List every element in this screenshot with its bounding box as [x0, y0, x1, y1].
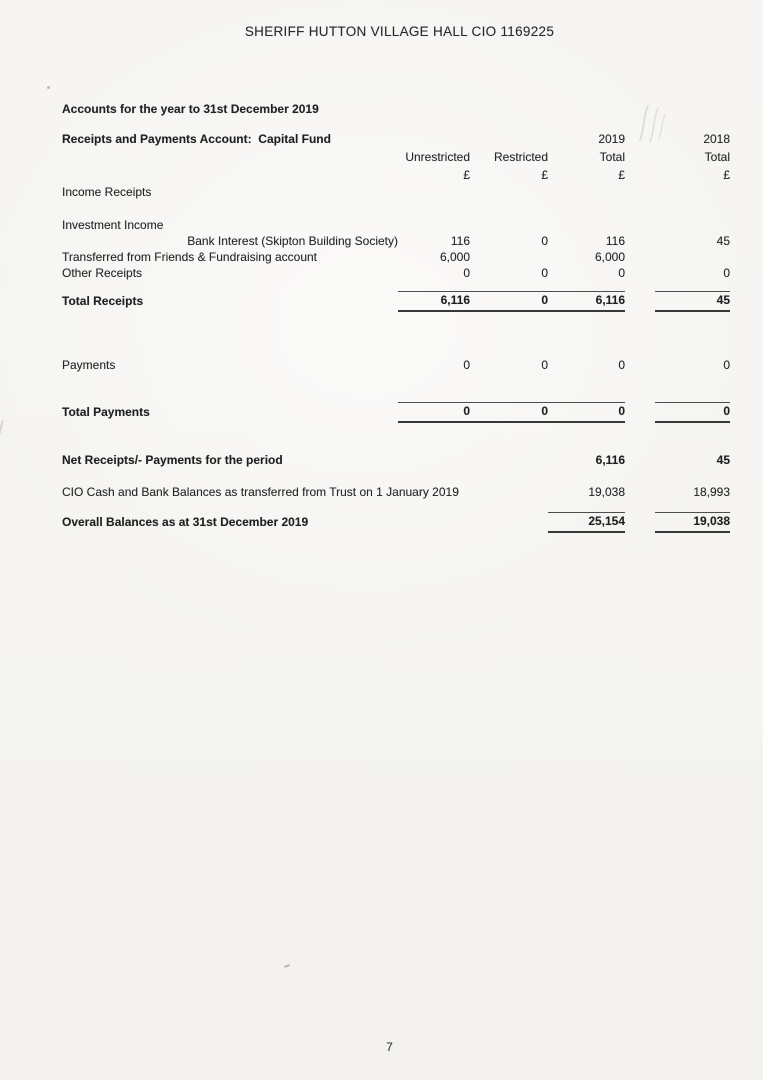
page-number: 7: [386, 1040, 393, 1054]
receipts-payments-table: [62, 130, 730, 533]
cio-cash-row: [62, 484, 730, 501]
income-receipts-heading: Income Receipts: [62, 185, 152, 199]
total-payments-total-2018: 0: [655, 402, 730, 422]
spacer-row: [62, 469, 730, 484]
other-receipts-row: [62, 265, 730, 281]
overall-balances-label: Overall Balances as at 31st December 2019: [62, 514, 309, 529]
restricted-column-header: Restricted: [493, 149, 549, 164]
currency-symbol: £: [618, 167, 626, 182]
currency-row: [62, 166, 730, 184]
transferred-restricted: [470, 249, 548, 265]
document-title: SHERIFF HUTTON VILLAGE HALL CIO 1169225: [244, 24, 555, 39]
net-receipts-total-2019: 6,116: [595, 453, 626, 467]
cio-cash-total-2019: 19,038: [588, 485, 626, 499]
gap-cell: [625, 291, 655, 311]
total-payments-label: Total Payments: [62, 404, 150, 419]
bank-interest-total-2019: 116: [605, 233, 626, 248]
gap-cell: [625, 484, 655, 501]
spacer-row: [62, 501, 730, 512]
investment-income-row: [62, 217, 730, 233]
gap-cell: [625, 249, 655, 265]
bank-interest-unrestricted: 116: [450, 233, 470, 248]
net-receipts-row: [62, 452, 730, 469]
cio-cash-total-2018: 18,993: [693, 485, 731, 499]
payments-label: Payments: [62, 357, 116, 372]
unrestricted-column-header: Unrestricted: [405, 149, 470, 164]
net-receipts-total-2018: 45: [716, 453, 731, 467]
other-receipts-total-2019: 0: [618, 265, 626, 280]
gap-cell: [625, 233, 655, 249]
total-receipts-total-2019: 6,116: [548, 291, 625, 311]
overall-balances-row: [62, 512, 730, 532]
transferred-label: Transferred from Friends & Fundraising account: [62, 249, 317, 264]
empty-cell: [62, 148, 398, 166]
gap-cell: [625, 452, 655, 469]
gap-cell: [625, 166, 655, 184]
total-receipts-restricted: 0: [470, 291, 548, 311]
currency-symbol: £: [723, 167, 731, 182]
total-payments-unrestricted: 0: [398, 402, 470, 422]
currency-symbol: £: [541, 167, 549, 182]
gap-cell: [625, 512, 655, 532]
payments-row: [62, 357, 730, 373]
other-receipts-unrestricted: 0: [463, 265, 470, 280]
bank-interest-restricted: 0: [541, 233, 549, 248]
scan-speck: [284, 964, 290, 968]
currency-symbol: £: [463, 167, 470, 182]
gap-cell: [625, 148, 655, 166]
total-receipts-label: Total Receipts: [62, 293, 144, 308]
total-receipts-unrestricted: 6,116: [398, 291, 470, 311]
investment-income-heading: Investment Income: [62, 217, 164, 232]
payments-restricted: 0: [541, 357, 549, 372]
total-2019-column-header: Total: [599, 149, 626, 164]
spacer-row: [62, 373, 730, 402]
transferred-row: [62, 249, 730, 265]
total-receipts-total-2018: 45: [655, 291, 730, 311]
statement-header-row: [62, 130, 730, 148]
overall-balances-total-2018: 19,038: [655, 512, 730, 532]
payments-unrestricted: 0: [463, 357, 470, 372]
overall-balances-total-2019: 25,154: [548, 512, 625, 532]
bank-interest-row: [62, 233, 730, 249]
total-payments-restricted: 0: [470, 402, 548, 422]
other-receipts-label: Other Receipts: [62, 265, 143, 280]
total-receipts-row: [62, 291, 730, 311]
transferred-total-2018: [655, 249, 730, 265]
scan-scratch: [0, 420, 4, 435]
income-receipts-section-row: [62, 184, 730, 201]
cio-cash-label: CIO Cash and Bank Balances as transferred from Trust on 1 January 2019: [62, 485, 459, 499]
total-payments-total-2019: 0: [548, 402, 625, 422]
spacer-row: [62, 201, 730, 217]
spacer-row: [62, 422, 730, 452]
spacer-row: [62, 311, 730, 357]
bank-interest-total-2018: 45: [716, 233, 731, 248]
gap-cell: [625, 265, 655, 281]
other-receipts-restricted: 0: [541, 265, 549, 280]
gap-cell: [625, 402, 655, 422]
year-2018-header: 2018: [703, 131, 731, 146]
payments-total-2018: 0: [723, 357, 731, 372]
other-receipts-total-2018: 0: [723, 265, 731, 280]
transferred-unrestricted: 6,000: [439, 249, 470, 264]
total-2018-column-header: Total: [704, 149, 731, 164]
statement-heading: Receipts and Payments Account: Capital Fund: [62, 131, 331, 146]
scan-speck: [47, 86, 50, 89]
year-2019-header: 2019: [598, 131, 626, 146]
spacer-row: [62, 281, 730, 291]
empty-cell: [62, 166, 398, 184]
scan-impression-mark: [632, 98, 674, 146]
net-receipts-label: Net Receipts/- Payments for the period: [62, 453, 283, 467]
bank-interest-label: Bank Interest (Skipton Building Society): [187, 233, 398, 248]
transferred-total-2019: 6,000: [594, 249, 626, 264]
column-labels-row: [62, 148, 730, 166]
total-payments-row: [62, 402, 730, 422]
accounts-year-heading: Accounts for the year to 31st December 2019: [62, 102, 319, 116]
gap-cell: [625, 357, 655, 373]
payments-total-2019: 0: [618, 357, 626, 372]
